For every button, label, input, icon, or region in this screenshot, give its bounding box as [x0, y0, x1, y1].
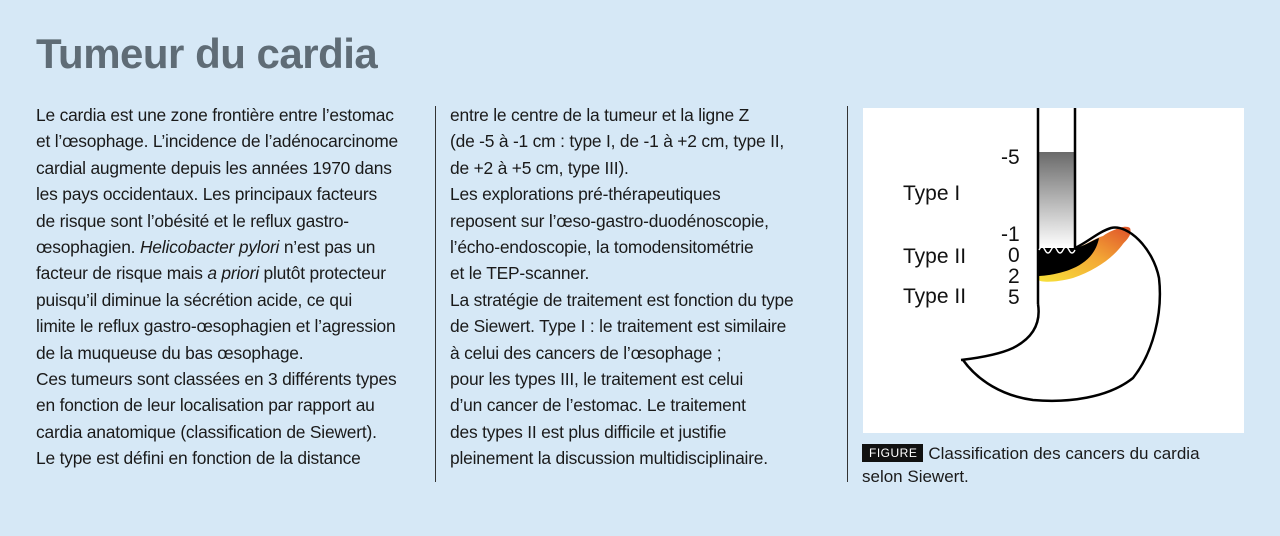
column-divider: [847, 106, 848, 482]
siewert-diagram: [863, 108, 1244, 433]
figure-caption: [862, 442, 1242, 488]
text-line: facteur de risque mais a priori plutôt protecteur: [36, 263, 386, 284]
italic-term: Helicobacter pylori: [139, 237, 280, 258]
text-column-2: [450, 102, 840, 472]
text-column-1: [36, 102, 436, 472]
text-line: à celui des cancers de l’œsophage ;: [450, 342, 722, 363]
text-line: Le type est défini en fonction de la distance: [36, 448, 361, 469]
siewert-figure: [863, 108, 1244, 433]
text-line: entre le centre de la tumeur et la ligne Z: [450, 105, 750, 125]
scale-label: 0: [1008, 244, 1020, 267]
text-line: pour les types III, le traitement est celui: [450, 369, 743, 390]
text-line: l’écho-endoscopie, la tomodensitométrie: [450, 237, 754, 258]
text-line: La stratégie de traitement est fonction du type: [450, 289, 794, 310]
column-divider: [435, 106, 436, 482]
text-line: et le TEP-scanner.: [450, 263, 590, 284]
text-line: d’un cancer de l’estomac. Le traitement: [450, 395, 746, 416]
page-title: Tumeur du cardia: [36, 30, 378, 77]
stomach-inner-outline: [961, 304, 1039, 360]
text-line: les pays occidentaux. Les principaux facteurs: [36, 184, 377, 205]
text-line: Le cardia est une zone frontière entre l’estomac: [36, 105, 394, 125]
figure-tag: FIGURE: [862, 444, 923, 462]
text-line: des types II est plus difficile et justifie: [450, 421, 727, 442]
type-label: Type II: [903, 285, 967, 308]
caption-text: Classification des cancers du cardia selon Siewert.: [862, 444, 1200, 486]
text-line: (de -5 à -1 cm : type I, de -1 à +2 cm, type II,: [450, 131, 785, 152]
text-line: de la muqueuse du bas œsophage.: [36, 342, 304, 363]
scale-label: 5: [1008, 286, 1020, 309]
text-line: reposent sur l’œso-gastro-duodénoscopie,: [450, 210, 769, 231]
text-line: Ces tumeurs sont classées en 3 différents types: [36, 369, 397, 390]
italic-term: a priori: [207, 263, 259, 284]
text-line: pleinement la discussion multidisciplinaire.: [450, 448, 768, 469]
type-label: Type II: [903, 245, 967, 268]
text-line: en fonction de leur localisation par rapport au: [36, 395, 375, 416]
text-line: et l’œsophage. L’incidence de l’adénocarcinome: [36, 131, 399, 152]
text-line: limite le reflux gastro-œsophagien et l’agression: [36, 316, 396, 337]
scale-label: 2: [1008, 265, 1020, 288]
text-line: Les explorations pré-thérapeutiques: [450, 184, 721, 205]
type-label: Type I: [903, 182, 961, 205]
text-line: de +2 à +5 cm, type III).: [450, 157, 629, 178]
scale-label: -5: [1001, 146, 1020, 169]
scale-label: -1: [1001, 223, 1020, 246]
text-line: de Siewert. Type I : le traitement est similaire: [450, 316, 787, 337]
text-line: puisqu’il diminue la sécrétion acide, ce qui: [36, 289, 353, 310]
text-line: cardial augmente depuis les années 1970 dans: [36, 157, 392, 178]
text-line: cardia anatomique (classification de Siewert).: [36, 421, 377, 442]
text-line: de risque sont l’obésité et le reflux gastro-: [36, 210, 349, 231]
type1-region: [1038, 152, 1075, 248]
text-line: œsophagien. Helicobacter pylori n’est pas un: [36, 237, 376, 258]
